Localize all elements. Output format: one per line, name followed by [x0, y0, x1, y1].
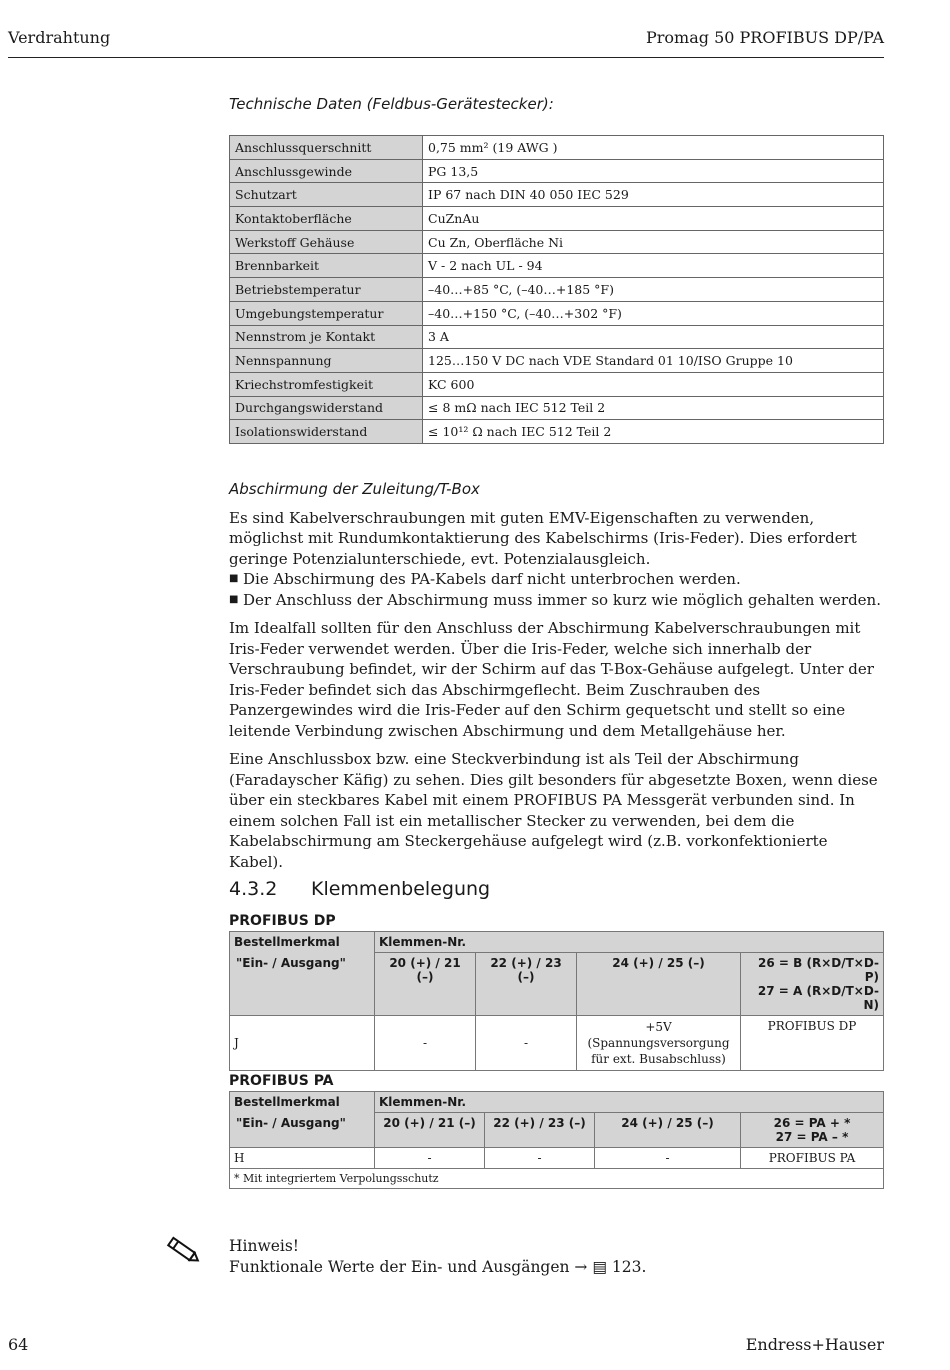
spec-key: Umgebungstemperatur — [230, 301, 423, 325]
spec-table — [229, 135, 884, 444]
spec-row — [230, 372, 884, 396]
dp-col-4 — [741, 953, 884, 1016]
spec-key: Isolationswiderstand — [230, 420, 423, 444]
dp-col-3: 24 (+) / 25 (–) — [577, 953, 741, 1016]
dp-row-v2: - — [476, 1016, 577, 1071]
pa-row-v1: - — [375, 1148, 485, 1169]
spec-row — [230, 325, 884, 349]
section-title: Klemmenbelegung — [311, 878, 491, 900]
spec-value: PG 13,5 — [423, 159, 884, 183]
spec-row — [230, 136, 884, 160]
note-label: Hinweis! — [229, 1237, 300, 1255]
spec-value: ≤ 10¹² Ω nach IEC 512 Teil 2 — [423, 420, 884, 444]
spec-value: CuZnAu — [423, 207, 884, 231]
spec-key: Betriebstemperatur — [230, 278, 423, 302]
pa-footnote: * Mit integriertem Verpolungsschutz — [230, 1169, 884, 1189]
dp-row-code: J — [230, 1016, 375, 1071]
spec-value: –40…+85 °C, (–40…+185 °F) — [423, 278, 884, 302]
pa-col-4a: 26 = PA + * — [773, 1116, 851, 1130]
pa-header-io: "Ein- / Ausgang" — [230, 1113, 375, 1148]
pa-row-code: H — [230, 1148, 375, 1169]
dp-row-v3: +5V (Spannungsversorgung für ext. Busabschluss) — [577, 1016, 741, 1071]
dp-header-order: Bestellmerkmal — [230, 932, 375, 953]
section-heading — [229, 878, 884, 900]
pa-col-1: 20 (+) / 21 (–) — [375, 1113, 485, 1148]
spec-value: –40…+150 °C, (–40…+302 °F) — [423, 301, 884, 325]
header-section: Verdrahtung — [8, 28, 111, 47]
spec-value: Cu Zn, Oberfläche Ni — [423, 230, 884, 254]
pa-table-title: PROFIBUS PA — [229, 1073, 334, 1089]
spec-value: IP 67 nach DIN 40 050 IEC 529 — [423, 183, 884, 207]
spec-row — [230, 349, 884, 373]
spec-title: Technische Daten (Feldbus-Gerätestecker): — [229, 95, 554, 113]
spec-key: Schutzart — [230, 183, 423, 207]
spec-row — [230, 183, 884, 207]
dp-col-2: 22 (+) / 23 (–) — [476, 953, 577, 1016]
spec-row — [230, 278, 884, 302]
spec-row — [230, 159, 884, 183]
shield-paragraph-3: Eine Anschlussbox bzw. eine Steckverbindung ist als Teil der Abschirmung (Faradayscher Käfig) zu sehen. Dies gilt besonders für abgesetzte Boxen, wenn diese über ein steckbares Kabel mit einem PROFIBUS PA Messgerät verbunden sind. In einem solchen Fall ist ein metallischer Stecker zu verwenden, bei dem die Kabelabschirmung am Steckergehäuse aufgelegt wird (z.B. vorkonfektionierte Kabel). — [229, 750, 878, 871]
spec-value: 0,75 mm² (19 AWG ) — [423, 136, 884, 160]
dp-header-io: "Ein- / Ausgang" — [230, 953, 375, 1016]
shield-title: Abschirmung der Zuleitung/T-Box — [229, 480, 480, 498]
shield-section — [229, 479, 884, 880]
page-header — [8, 28, 884, 58]
dp-col-4b: 27 = A (R×D/T×D-N) — [757, 984, 879, 1012]
spec-key: Durchgangswiderstand — [230, 396, 423, 420]
spec-row — [230, 254, 884, 278]
dp-terminal-table — [229, 931, 884, 1071]
pa-table-block — [229, 1073, 884, 1189]
dp-row-v1: - — [375, 1016, 476, 1071]
spec-row — [230, 301, 884, 325]
spec-key: Anschlussgewinde — [230, 159, 423, 183]
dp-table-block — [229, 913, 884, 1071]
spec-key: Werkstoff Gehäuse — [230, 230, 423, 254]
dp-table-title: PROFIBUS DP — [229, 913, 336, 929]
pa-header-terminal: Klemmen-Nr. — [375, 1092, 884, 1113]
bullet-item: ■ Der Anschluss der Abschirmung muss immer so kurz wie möglich gehalten werden. — [229, 590, 884, 611]
spec-row — [230, 420, 884, 444]
dp-col-4a: 26 = B (R×D/T×D-P) — [758, 956, 879, 984]
spec-row — [230, 396, 884, 420]
header-product: Promag 50 PROFIBUS DP/PA — [645, 28, 884, 47]
bullet-item: ■ Die Abschirmung des PA-Kabels darf nicht unterbrochen werden. — [229, 569, 884, 590]
spec-key: Brennbarkeit — [230, 254, 423, 278]
pa-row-v4: PROFIBUS PA — [741, 1148, 884, 1169]
pa-col-4 — [741, 1113, 884, 1148]
spec-value: KC 600 — [423, 372, 884, 396]
spec-value: 3 A — [423, 325, 884, 349]
dp-header-terminal: Klemmen-Nr. — [375, 932, 884, 953]
spec-row — [230, 230, 884, 254]
footer-brand: Endress+Hauser — [745, 1335, 884, 1354]
pencil-icon — [162, 1235, 202, 1265]
shield-paragraph-1: Es sind Kabelverschraubungen mit guten EMV-Eigenschaften zu verwenden, möglichst mit Rundumkontaktierung des Kabelschirms (Iris-Feder). Dies erfordert geringe Potenzialunterschiede, evt. Potenzialausgleich. — [229, 508, 857, 568]
spec-key: Nennstrom je Kontakt — [230, 325, 423, 349]
spec-key: Kriechstromfestigkeit — [230, 372, 423, 396]
pa-terminal-table — [229, 1091, 884, 1189]
dp-row-v4: PROFIBUS DP — [741, 1016, 884, 1071]
pa-col-4b: 27 = PA – * — [775, 1130, 849, 1144]
dp-col-1: 20 (+) / 21 (–) — [375, 953, 476, 1016]
shield-paragraph-2: Im Idealfall sollten für den Anschluss der Abschirmung Kabelverschraubungen mit Iris-Feder verwendet werden. Über die Iris-Feder, welche sich innerhalb der Verschraubung befindet, wir der Schirm auf das T-Box-Gehäuse aufgelegt. Unter der Iris-Feder befindet sich das Abschirmgeflecht. Beim Zuschrauben des Panzergewindes wird die Iris-Feder auf den Schirm gequetscht und stellt so eine leitende Verbindung zwischen Abschirmung und dem Metallgehäuse her. — [229, 619, 874, 740]
note-text: Funktionale Werte der Ein- und Ausgängen → ▤ 123. — [229, 1257, 647, 1276]
spec-value: 125…150 V DC nach VDE Standard 01 10/ISO Gruppe 10 — [423, 349, 884, 373]
pa-row-v3: - — [595, 1148, 741, 1169]
spec-section — [229, 95, 884, 444]
spec-value: V - 2 nach UL - 94 — [423, 254, 884, 278]
spec-row — [230, 207, 884, 231]
pa-header-order: Bestellmerkmal — [230, 1092, 375, 1113]
spec-key: Nennspannung — [230, 349, 423, 373]
note-block — [229, 1236, 884, 1277]
pa-col-3: 24 (+) / 25 (–) — [595, 1113, 741, 1148]
spec-key: Anschlussquerschnitt — [230, 136, 423, 160]
spec-key: Kontaktoberfläche — [230, 207, 423, 231]
pa-col-2: 22 (+) / 23 (–) — [485, 1113, 595, 1148]
page-number: 64 — [8, 1335, 29, 1354]
spec-value: ≤ 8 mΩ nach IEC 512 Teil 2 — [423, 396, 884, 420]
pa-row-v2: - — [485, 1148, 595, 1169]
terminal-section — [229, 878, 884, 900]
section-number: 4.3.2 — [229, 878, 278, 900]
